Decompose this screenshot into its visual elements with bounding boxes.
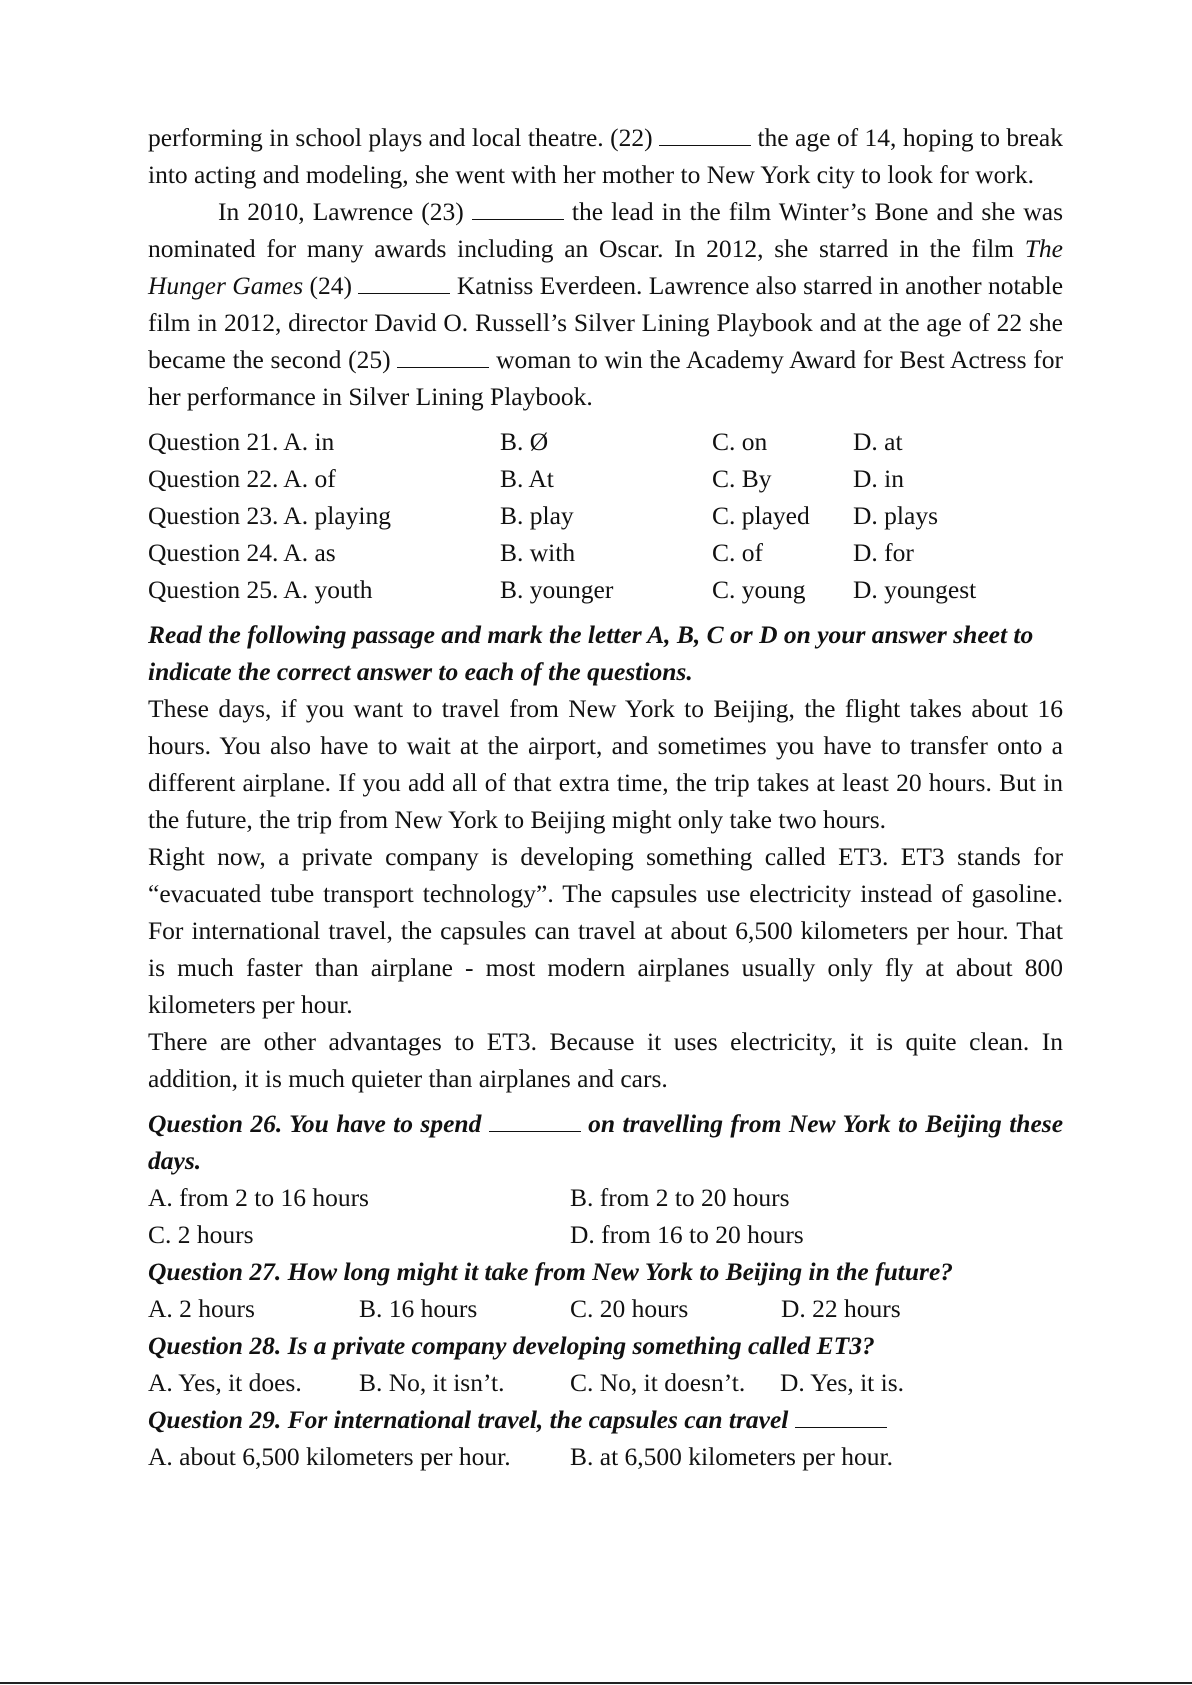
question-row [148, 534, 1063, 571]
passage2-paragraph2: Right now, a private company is developing something called ET3. ET3 stands for “evacuated tube transport technology”. The capsules use electricity instead of gasoline. For international travel, the capsules can travel at about 6,500 kilometers per hour. That is much faster than airplane - most modern airplanes usually only fly at about 800 kilometers per hour. [148, 842, 1063, 1019]
option-b: B. No, it isn’t. [359, 1368, 505, 1397]
question-26-options-row2 [148, 1216, 1063, 1253]
question-row [148, 423, 1063, 460]
question-27-stem: Question 27. How long might it take from New York to Beijing in the future? [148, 1257, 954, 1286]
option-c: C. No, it doesn’t. [570, 1368, 746, 1397]
film-title: The Hunger Games [148, 234, 1063, 300]
option-b: B. younger [500, 575, 614, 604]
passage2-paragraph1: These days, if you want to travel from New York to Beijing, the flight takes about 16 hours. You also have to wait at the airport, and sometimes you have to transfer onto a different airplane. If you add all of that extra time, the trip takes at least 20 hours. But in the future, the trip from New York to Beijing might only take two hours. [148, 694, 1063, 834]
question-26-stem: Question 26. You have to spend on travelling from New York to Beijing these days. [148, 1109, 1064, 1175]
instruction-heading: Read the following passage and mark the letter A, B, C or D on your answer sheet to indicate the correct answer to each of the questions. [148, 620, 1034, 686]
answer-blank [795, 1407, 887, 1428]
cloze-answer-options [148, 423, 1063, 608]
question-26-options-row1 [148, 1179, 1063, 1216]
question-27-options [148, 1290, 1063, 1327]
option-b: B. play [500, 501, 574, 530]
option-a: A. 2 hours [148, 1294, 255, 1323]
option-d: D. for [853, 538, 914, 567]
answer-blank [358, 273, 450, 294]
passage1-paragraph2: In 2010, Lawrence (23) the lead in the film Winter’s Bone and she was nominated for many awards including an Oscar. In 2012, she starred in the film The Hunger Games (24) Katniss Everdeen. Lawrence also starred in another notable film in 2012, director David O. Russell’s Silver Lining Playbook and at the age of 22 she became the second (25) woman to win the Academy Award for Best Actress for her performance in Silver Lining Playbook. [148, 197, 1064, 411]
passage2-paragraph3: There are other advantages to ET3. Because it uses electricity, it is quite clean. In addition, it is much quieter than airplanes and cars. [148, 1027, 1063, 1093]
answer-blank [472, 199, 564, 220]
question-29-stem: Question 29. For international travel, the capsules can travel [148, 1401, 1063, 1438]
option-b: B. Ø [500, 427, 549, 456]
question-28-options [148, 1364, 1063, 1401]
option-a: A. from 2 to 16 hours [148, 1183, 369, 1212]
question-28-stem: Question 28. Is a private company developing something called ET3? [148, 1331, 875, 1360]
answer-blank [397, 347, 489, 368]
option-b: B. 16 hours [359, 1294, 478, 1323]
document-page [148, 119, 1063, 1475]
option-a: Question 22. A. of [148, 464, 336, 493]
question-row [148, 460, 1063, 497]
passage1-paragraph1: performing in school plays and local theatre. (22) the age of 14, hoping to break into acting and modeling, she went with her mother to New York city to look for work. [148, 123, 1064, 189]
option-a: Question 23. A. playing [148, 501, 391, 530]
option-c: C. played [712, 501, 810, 530]
option-a: A. about 6,500 kilometers per hour. [148, 1442, 511, 1471]
option-d: D. in [853, 464, 904, 493]
option-b: B. from 2 to 20 hours [570, 1183, 790, 1212]
option-c: C. 2 hours [148, 1220, 254, 1249]
answer-blank [659, 125, 751, 146]
option-d: D. from 16 to 20 hours [570, 1220, 804, 1249]
option-d: D. plays [853, 501, 938, 530]
option-b: B. At [500, 464, 554, 493]
question-row [148, 497, 1063, 534]
option-b: B. with [500, 538, 576, 567]
question-29-options [148, 1438, 1063, 1475]
option-d: D. 22 hours [781, 1294, 901, 1323]
question-row [148, 571, 1063, 608]
option-d: D. Yes, it is. [780, 1368, 905, 1397]
option-b: B. at 6,500 kilometers per hour. [570, 1442, 893, 1471]
option-a: A. Yes, it does. [148, 1368, 302, 1397]
page-bottom-border [0, 1682, 1192, 1684]
option-a: Question 21. A. in [148, 427, 335, 456]
option-c: C. young [712, 575, 806, 604]
option-c: C. on [712, 427, 768, 456]
option-a: Question 24. A. as [148, 538, 336, 567]
option-d: D. at [853, 427, 903, 456]
option-d: D. youngest [853, 575, 977, 604]
option-c: C. By [712, 464, 772, 493]
option-a: Question 25. A. youth [148, 575, 373, 604]
option-c: C. of [712, 538, 763, 567]
option-c: C. 20 hours [570, 1294, 689, 1323]
answer-blank [489, 1111, 581, 1132]
